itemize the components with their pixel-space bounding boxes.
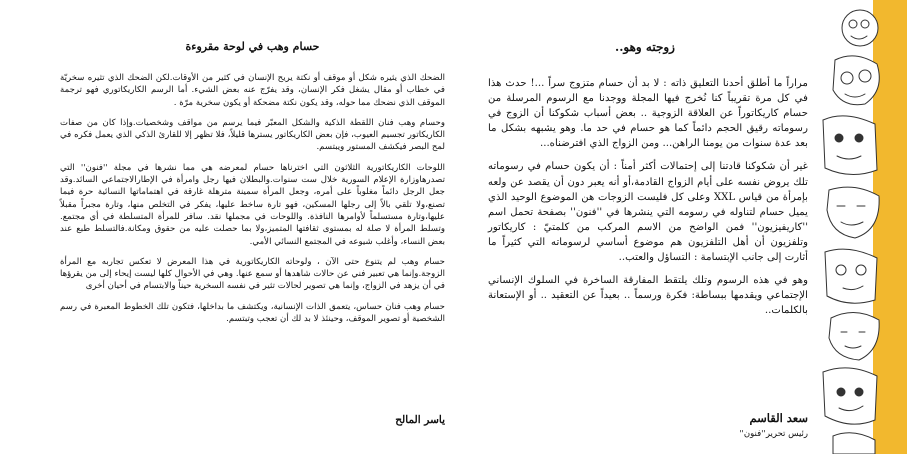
left-article-body [60,72,445,333]
left-paragraph: حسام وهب لم يتنوع حتى الآن ، ولوحاته الكاريكاتورية في هذا المعرض لا تعكس تجاربه مع المرأة الزوجة.وإنما هي تعبير فني عن حالات شاهدها أو سمع عنها. وهي في الأحوال كلها ليست إيحاء إلى من يقرؤها في أن يزهد في الزواج، وإنما هي تصوير لحالات تثير في نفسه السخرية حيناً والابتسام في أحيان أخرى [60,256,445,292]
right-article-body [488,76,808,326]
left-paragraph: حسام وهب فنان حساس، يتعمق الذات الإنسانية، ويكتشف ما بداخلها، فتكون تلك الخطوط المعبرة في رسم الشخصية أو تصوير الموقف، وحينئذ لا بد لك أن تعجب وتبتسم. [60,301,445,325]
left-article-title: حسام وهب في لوحة مقروءة [185,40,320,53]
right-paragraph: مراراً ما أطلق أحدنا التعليق ذاته : لا بد أن حسام متزوج سراً ...! حدث هذا في كل مرة تقريباً كنا نُخرج فيها المجلة ووجدنا مع الرسوم المرسلة من حسام كاريكاتوراً عن العلاقة الزوجية .. بعض أسباب شكوكنا أن الزوج في رسوماته رقيق الحجم دائماً كما هو حسام في حد ما. وهو يشبهه بشكل ما بعد عدة سنوات من يومنا الراهن... ومن الزواج الذي افترضناه... [488,78,808,150]
left-paragraph: الضحك الذي يثيره شكل أو موقف أو نكتة يريح الإنسان في كثير من الأوقات.لكن الضحك الذي تثيره سخريّة في خطاب أو مقال يشغل فكر الإنسان، وقد يفرّج عنه بعض الشيء. أما الرسم الكاريكاتوري فهو ترجمة الموقف الذي نضحك مما حوله، وقد يكون نكتة مضحكة أو يكون سخرية مرّة . [60,73,445,108]
cartoon-illustration [815,0,907,454]
left-paragraph: وحسام وهب فنان اللقطة الذكية والشكل المعبّر فيما يرسم من مواقف وشخصيات.وإذا كان من صفات الكاريكاتور تجسيم العيوب، فإن بعض الكاريكاتور يسترها قليلاً، فلا تظهر إلا للقارئ الذكي الذي يعمل فكره في لمح البصر فيكشف المستور ويبتسم. [60,117,445,153]
signature-name: سعد القاسم [749,411,808,425]
signature-role: رئيس تحرير''فنون'' [739,429,808,439]
right-article-title: زوجته وهو.. [615,40,675,54]
right-paragraph: وهو في هذه الرسوم وتلك يلتقط المفارقة الساخرة في السلوك الإنساني الإجتماعي ويقدمها ببساطة: فكرة ورسماً .. بعيداً عن التعقيد .. أو الإستعانة بالكلمات.. [488,275,808,317]
right-article-signature [488,411,808,439]
right-paragraph: غير أن شكوكنا قادتنا إلى إحتمالات أكثر أمناً : أن يكون حسام في رسوماته تلك يروض نفسه على أيام الزواج القادمة،أو أنه يعبر دون أن يقصد عن ولعه بإمرأة من قياس XXL وعلى كل فليست الزوجات هن الموضوع الوحيد الذي يميل حسام لتناوله في رسومه التي ينشرها في ''فنون'' بصفحة تحمل اسم ''كاريفيزيون'' فمن الواضح من الاسم المركب من كلمتيّ : كاريكاتور وتلفزيون أن أهل التلفزيون هم موضوع أساسي لرسوماته التي كثيراً ما أثارت إلى جانب الإبتسامة : التساؤل والعتب.. [488,161,808,264]
left-article-signature: ياسر المالح [395,414,445,426]
cartoon-sidebar [815,0,907,454]
left-paragraph: اللوحات الكاريكاتورية الثلاثون التي اخترناها حسام لمعرضه هي مما نشرها في مجلة ''فنون'' التي تصدرهاوزارة الإعلام السورية خلال ست سنوات.والبطلان فيها رجل وامرأة في الإطارالاجتماعي السائد.وقد جعل الرجل دائماً مغلوباً على أمره، وجعل المرأة سمينة مترهلة غارقة في اهتماماتها النسائية حرة فيما تصنع،ولا تلقي بالاً إلى رجلها المسكين، فهو تارة ساخط عليها، يفكر في التخلص منها، وتارة مجبراً مقبلاً عليها،وتارة مستسلماً لأوامرها النافذة. واللوحات في مجملها نقد. سافر للمرأة المتسلطة في أي مجتمع. وتسلط المرأة لا صلة له بمستوى ثقافتها المتميز،ولا بما حصلت عليه من حقوق ومكانة.فالتسلط طبع عند بعض النساء، وأغلب شيوعه في المجتمع النسائي الأمي. [60,162,445,247]
